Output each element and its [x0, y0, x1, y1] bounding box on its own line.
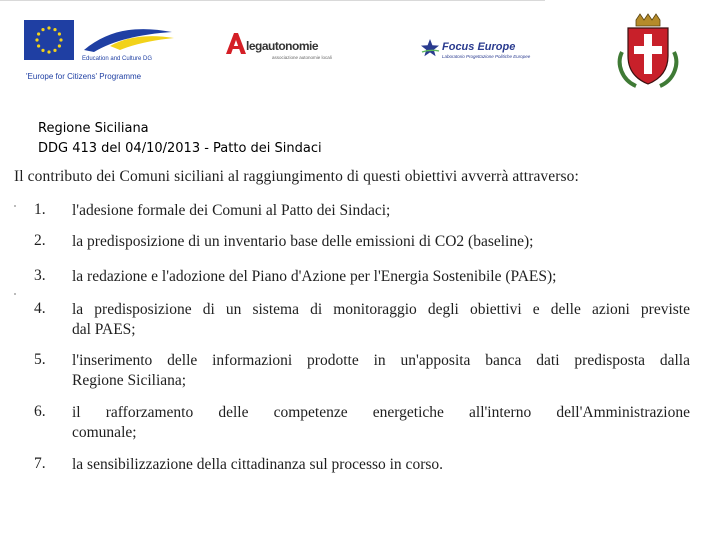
coat-of-arms-icon [612, 12, 684, 90]
lega-subtitle: associazione autonomie locali [272, 55, 332, 60]
list-text: la predisposizione di un sistema di monitoraggio degli obiettivi e delle azioni previste [72, 301, 690, 318]
list-text: il rafforzamento delle competenze energetiche all'interno dell'Amministrazione [72, 404, 690, 421]
list-number: 2. [34, 232, 46, 249]
heading-region: Regione Siciliana [38, 121, 149, 136]
lega-a-icon [222, 30, 248, 56]
focus-europe-subtitle: Laboratorio Progettazione Politiche Europee [442, 54, 531, 59]
list-text: la predisposizione di un inventario base delle emissioni di CO2 (baseline); [72, 233, 534, 250]
heading-decree: DDG 413 del 04/10/2013 - Patto dei Sindaci [38, 141, 322, 156]
top-divider [0, 0, 545, 1]
list-text-continued: comunale; [72, 424, 137, 441]
list-text-continued: Regione Siciliana; [72, 372, 187, 389]
list-number: 3. [34, 267, 46, 284]
education-culture-text: Education and Culture DG [82, 56, 153, 62]
list-number: 1. [34, 201, 46, 218]
list-text: la sensibilizzazione della cittadinanza sul processo in corso. [72, 456, 444, 473]
list-text-continued: dal PAES; [72, 321, 136, 338]
star-icon [420, 38, 440, 58]
list-text: l'inserimento delle informazioni prodotte in un'apposita banca dati predisposta dalla [72, 352, 690, 369]
legautonomie-logo [222, 30, 352, 64]
lega-name: legautonomie [246, 39, 319, 53]
slide-heading [38, 119, 322, 159]
eu-flag-icon [24, 20, 74, 60]
list-number: 6. [34, 403, 46, 420]
scan-mark [14, 205, 16, 207]
list-number: 5. [34, 351, 46, 368]
scanned-document-text [8, 163, 698, 483]
list-number: 7. [34, 455, 46, 472]
list-number: 4. [34, 300, 46, 317]
focus-europe-logo [420, 38, 550, 64]
list-text: l'adesione formale dei Comuni al Patto dei Sindaci; [72, 202, 391, 219]
logo-strip [0, 0, 720, 100]
scan-mark [14, 293, 16, 295]
education-culture-logo [80, 24, 176, 72]
list-text: la redazione e l'adozione del Piano d'Azione per l'Energia Sostenibile (PAES); [72, 268, 557, 285]
intro-text: Il contributo dei Comuni siciliani al raggiungimento di questi obiettivi avverrà attraverso: [14, 168, 579, 185]
eu-programme-caption: 'Europe for Citizens' Programme [26, 72, 142, 81]
focus-europe-name: Focus Europe [442, 41, 516, 53]
